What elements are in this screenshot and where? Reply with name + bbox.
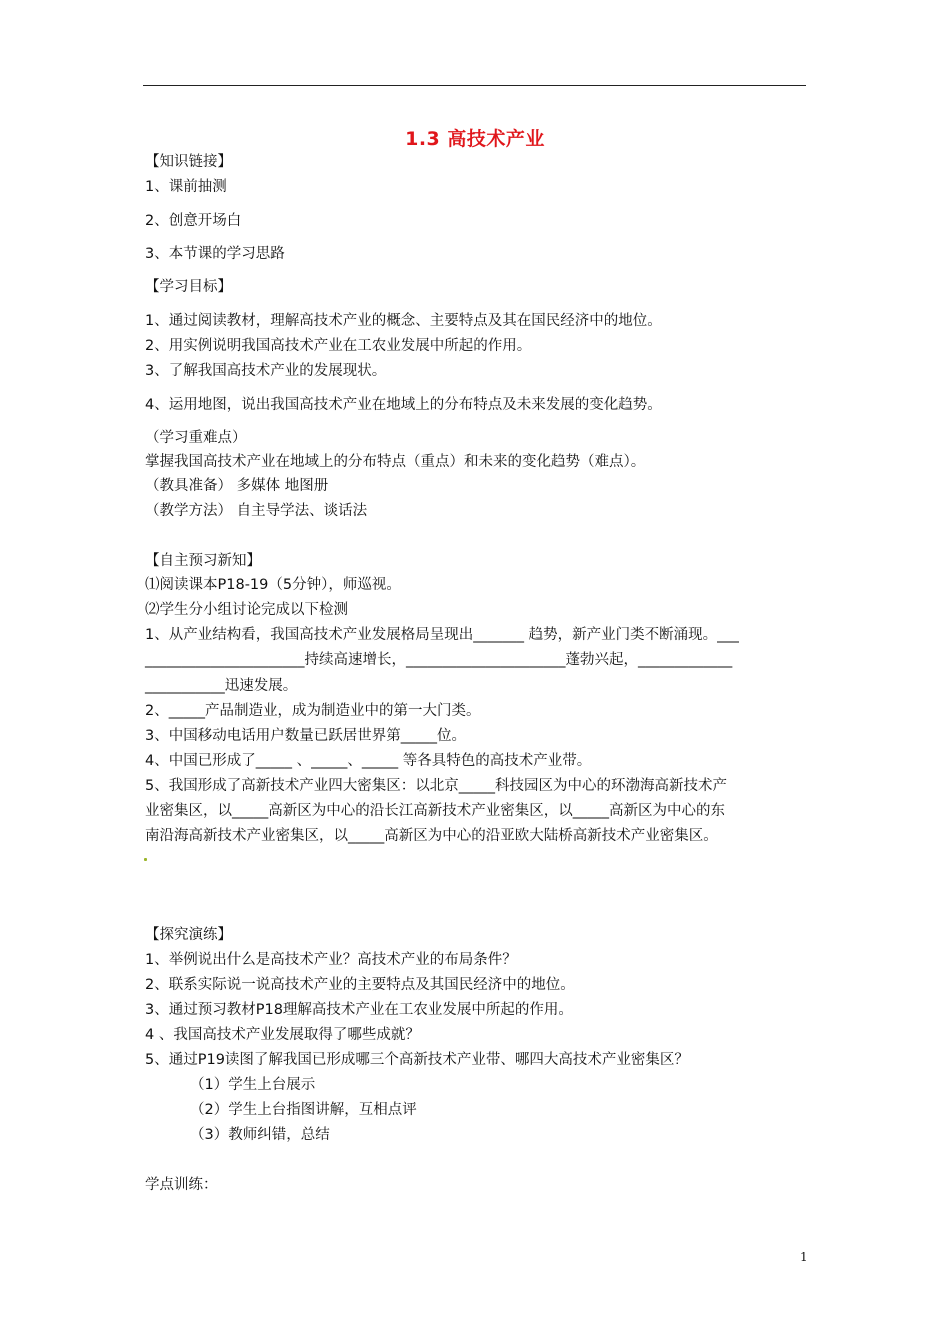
list-item: 4、运用地图，说出我国高技术产业在地域上的分布特点及未来发展的变化趋势。 (145, 397, 662, 413)
fill-blank-line: 3、中国移动电话用户数量已跃居世界第_____位。 (145, 728, 466, 744)
paragraph: （教学方法） 自主导学法、谈话法 (145, 503, 368, 519)
section-heading-key-points: （学习重难点） (145, 430, 247, 446)
sub-list-item: （1）学生上台展示 (190, 1077, 316, 1093)
sub-list-item: （2）学生上台指图讲解，互相点评 (190, 1102, 417, 1118)
list-item: 2、联系实际说一说高技术产业的主要特点及其国民经济中的地位。 (145, 977, 575, 993)
fill-blank-line: 南沿海高新技术产业密集区，以_____高新区为中心的沿亚欧大陆桥高新技术产业密集区。 (145, 828, 718, 844)
fill-blank-line: ______________________持续高速增长，______________________蓬勃兴起，_____________ (145, 652, 733, 668)
fill-blank-line: 1、从产业结构看，我国高技术产业发展格局呈现出_______ 趋势，新产业门类不断涌现。___ (145, 627, 739, 643)
page-title: 1.3 高技术产业 (405, 128, 545, 150)
section-heading-practice: 学点训练： (145, 1177, 218, 1193)
list-item: 4 、我国高技术产业发展取得了哪些成就？ (145, 1027, 420, 1043)
sub-list-item: （3）教师纠错，总结 (190, 1127, 330, 1143)
page-number: 1 (800, 1250, 808, 1264)
list-item: 2、用实例说明我国高技术产业在工农业发展中所起的作用。 (145, 338, 532, 354)
fill-blank-line: 5、我国形成了高新技术产业四大密集区：以北京_____科技园区为中心的环渤海高新技术产 (145, 778, 727, 794)
paragraph: （教具准备） 多媒体 地图册 (145, 478, 329, 494)
stray-mark (144, 858, 147, 861)
section-heading-self-study: 【自主预习新知】 (145, 553, 261, 569)
fill-blank-line: 4、中国已形成了_____ 、_____、_____ 等各具特色的高技术产业带。 (145, 753, 592, 769)
list-item: 1、课前抽测 (145, 179, 227, 195)
list-item: 3、了解我国高技术产业的发展现状。 (145, 363, 387, 379)
list-item: 5、通过P19读图了解我国已形成哪三个高新技术产业带、哪四大高技术产业密集区？ (145, 1052, 689, 1068)
section-heading-exploration: 【探究演练】 (145, 927, 232, 943)
list-item: 1、举例说出什么是高技术产业？高技术产业的布局条件？ (145, 952, 517, 968)
fill-blank-line: 业密集区，以_____高新区为中心的沿长江高新技术产业密集区，以_____高新区为中心的东 (145, 803, 725, 819)
section-heading-knowledge-link: 【知识链接】 (145, 154, 232, 170)
list-item: 1、通过阅读教材，理解高技术产业的概念、主要特点及其在国民经济中的地位。 (145, 313, 662, 329)
section-heading-learning-goals: 【学习目标】 (145, 279, 232, 295)
list-item: 3、本节课的学习思路 (145, 246, 285, 262)
list-item: 3、通过预习教材P18理解高技术产业在工农业发展中所起的作用。 (145, 1002, 573, 1018)
fill-blank-line: 2、_____产品制造业，成为制造业中的第一大门类。 (145, 703, 481, 719)
header-rule (143, 85, 806, 86)
list-item: ⑴阅读课本P18-19（5分钟），师巡视。 (145, 577, 401, 593)
fill-blank-line: ___________迅速发展。 (145, 678, 298, 694)
list-item: 2、创意开场白 (145, 213, 242, 229)
paragraph: 掌握我国高技术产业在地域上的分布特点（重点）和未来的变化趋势（难点）。 (145, 454, 646, 470)
list-item: ⑵学生分小组讨论完成以下检测 (145, 602, 348, 618)
